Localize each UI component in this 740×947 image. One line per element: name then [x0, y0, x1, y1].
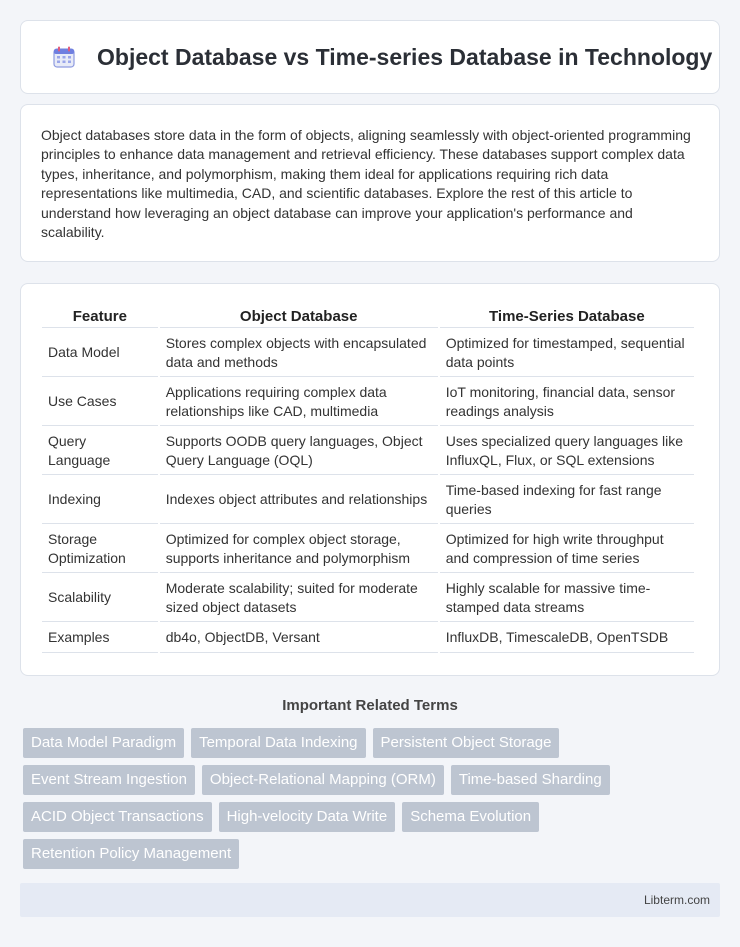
related-terms-list: [23, 728, 723, 876]
table-header-row: [42, 306, 694, 328]
comparison-table: [40, 306, 696, 653]
header-card: [20, 20, 720, 94]
tag-row: [23, 802, 723, 832]
tag-time-based-sharding[interactable]: Time-based Sharding: [451, 765, 610, 795]
tag-retention-policy-management[interactable]: Retention Policy Management: [23, 839, 239, 869]
tag-temporal-data-indexing[interactable]: Temporal Data Indexing: [191, 728, 365, 758]
object-db-cell: Stores complex objects with encapsulated data and methods: [160, 328, 438, 377]
object-db-cell: Indexes object attributes and relationships: [160, 475, 438, 524]
table-row: [42, 573, 694, 622]
footer-brand-link[interactable]: Libterm.com: [643, 893, 710, 907]
calendar-icon: [51, 44, 77, 70]
header-object-database: Object Database: [160, 306, 438, 328]
feature-cell: Use Cases: [42, 377, 158, 426]
time-series-cell: Time-based indexing for fast range queries: [440, 475, 694, 524]
intro-paragraph: Object databases store data in the form of objects, aligning seamlessly with object-oriented programming principles to enhance data management and retrieval efficiency. These databases support complex data types, inheritance, and polymorphism, making them ideal for applications requiring rich data representations like multimedia, CAD, and scientific databases. Explore the rest of this article to understand how leveraging an object database can improve your application's performance and scalability.: [41, 127, 691, 241]
tag-high-velocity-data-write[interactable]: High-velocity Data Write: [219, 802, 396, 832]
table-row: [42, 622, 694, 653]
object-db-cell: Optimized for complex object storage, supports inheritance and polymorphism: [160, 524, 438, 573]
feature-cell: Storage Optimization: [42, 524, 158, 573]
feature-cell: Query Language: [42, 426, 158, 475]
time-series-cell: Optimized for timestamped, sequential data points: [440, 328, 694, 377]
footer: [20, 883, 720, 917]
table-row: [42, 377, 694, 426]
comparison-card: [20, 283, 720, 676]
header-time-series-database: Time-Series Database: [440, 306, 694, 328]
table-row: [42, 328, 694, 377]
tag-row: [23, 839, 723, 869]
tag-row: [23, 765, 723, 795]
tag-event-stream-ingestion[interactable]: Event Stream Ingestion: [23, 765, 195, 795]
feature-cell: Examples: [42, 622, 158, 653]
object-db-cell: Moderate scalability; suited for moderate sized object datasets: [160, 573, 438, 622]
object-db-cell: Applications requiring complex data relationships like CAD, multimedia: [160, 377, 438, 426]
tag-data-model-paradigm[interactable]: Data Model Paradigm: [23, 728, 184, 758]
table-row: [42, 524, 694, 573]
tag-persistent-object-storage[interactable]: Persistent Object Storage: [373, 728, 560, 758]
feature-cell: Indexing: [42, 475, 158, 524]
time-series-cell: InfluxDB, TimescaleDB, OpenTSDB: [440, 622, 694, 653]
header-feature: Feature: [42, 306, 158, 328]
object-db-cell: db4o, ObjectDB, Versant: [160, 622, 438, 653]
tag-row: [23, 728, 723, 758]
table-row: [42, 475, 694, 524]
intro-card: [20, 104, 720, 262]
page-title: Object Database vs Time-series Database in Technology: [97, 43, 713, 70]
table-row: [42, 426, 694, 475]
tag-schema-evolution[interactable]: Schema Evolution: [402, 802, 539, 832]
related-terms-title: Important Related Terms: [282, 697, 458, 714]
tag-orm[interactable]: Object-Relational Mapping (ORM): [202, 765, 444, 795]
time-series-cell: Highly scalable for massive time-stamped data streams: [440, 573, 694, 622]
feature-cell: Data Model: [42, 328, 158, 377]
time-series-cell: Optimized for high write throughput and compression of time series: [440, 524, 694, 573]
time-series-cell: IoT monitoring, financial data, sensor readings analysis: [440, 377, 694, 426]
feature-cell: Scalability: [42, 573, 158, 622]
object-db-cell: Supports OODB query languages, Object Query Language (OQL): [160, 426, 438, 475]
tag-acid-object-transactions[interactable]: ACID Object Transactions: [23, 802, 212, 832]
time-series-cell: Uses specialized query languages like InfluxQL, Flux, or SQL extensions: [440, 426, 694, 475]
